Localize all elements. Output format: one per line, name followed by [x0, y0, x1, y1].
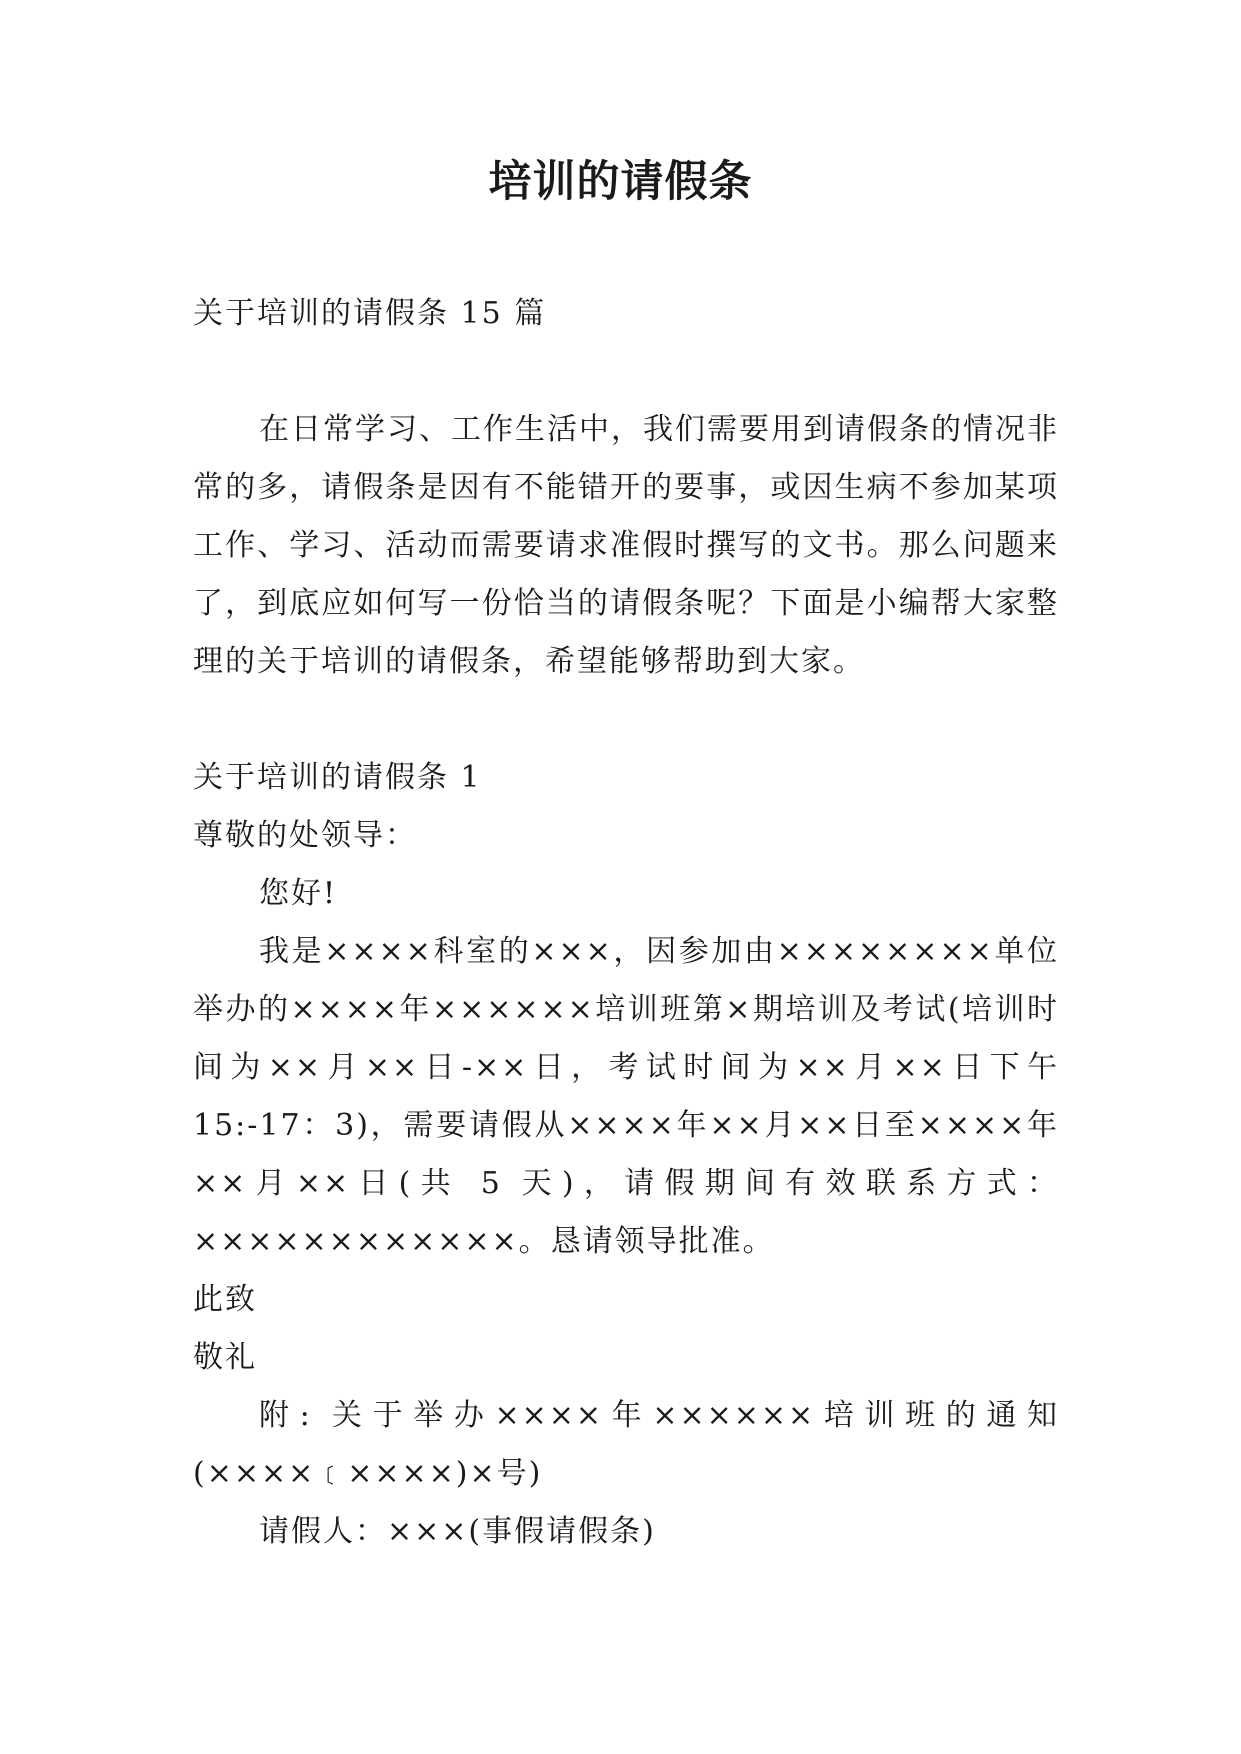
salutation: 尊敬的处领导： — [193, 818, 417, 853]
page-title: 培训的请假条 — [488, 157, 753, 207]
greeting: 您好! — [259, 876, 338, 911]
section-heading: 关于培训的请假条 1 — [193, 760, 482, 795]
intro-paragraph: 在日常学习、工作生活中，我们需要用到请假条的情况非常的多，请假条是因有不能错开的要事，或因生病不参加某项工作、学习、活动而需要请求准假时撰写的文书。那么问题来了，到底应如何写一份恰当的请假条呢？下面是小编帮大家整理的关于培训的请假条，希望能够帮助到大家。 — [193, 412, 1059, 679]
closing-line-1: 此致 — [193, 1282, 257, 1317]
letter-body: 我是××××科室的×××，因参加由××××××××单位举办的××××年××××××培训班第×期培训及考试(培训时间为××月××日-××日，考试时间为××月××日下午 15:-17：3)，需要请假从××××年××月××日至××××年××月××日(共 5 天)，请假期间有效联系方式：××××××××××××。恳请领导批准。 — [193, 934, 1059, 1259]
applicant-line: 请假人：×××(事假请假条) — [259, 1514, 656, 1549]
closing-line-2: 敬礼 — [193, 1340, 257, 1375]
document-body — [193, 285, 1059, 1561]
subtitle: 关于培训的请假条 15 篇 — [193, 296, 547, 331]
attachment-note: 附: 关于举办××××年××××××培训班的通知(××××﹝××××)×号) — [193, 1398, 1059, 1491]
